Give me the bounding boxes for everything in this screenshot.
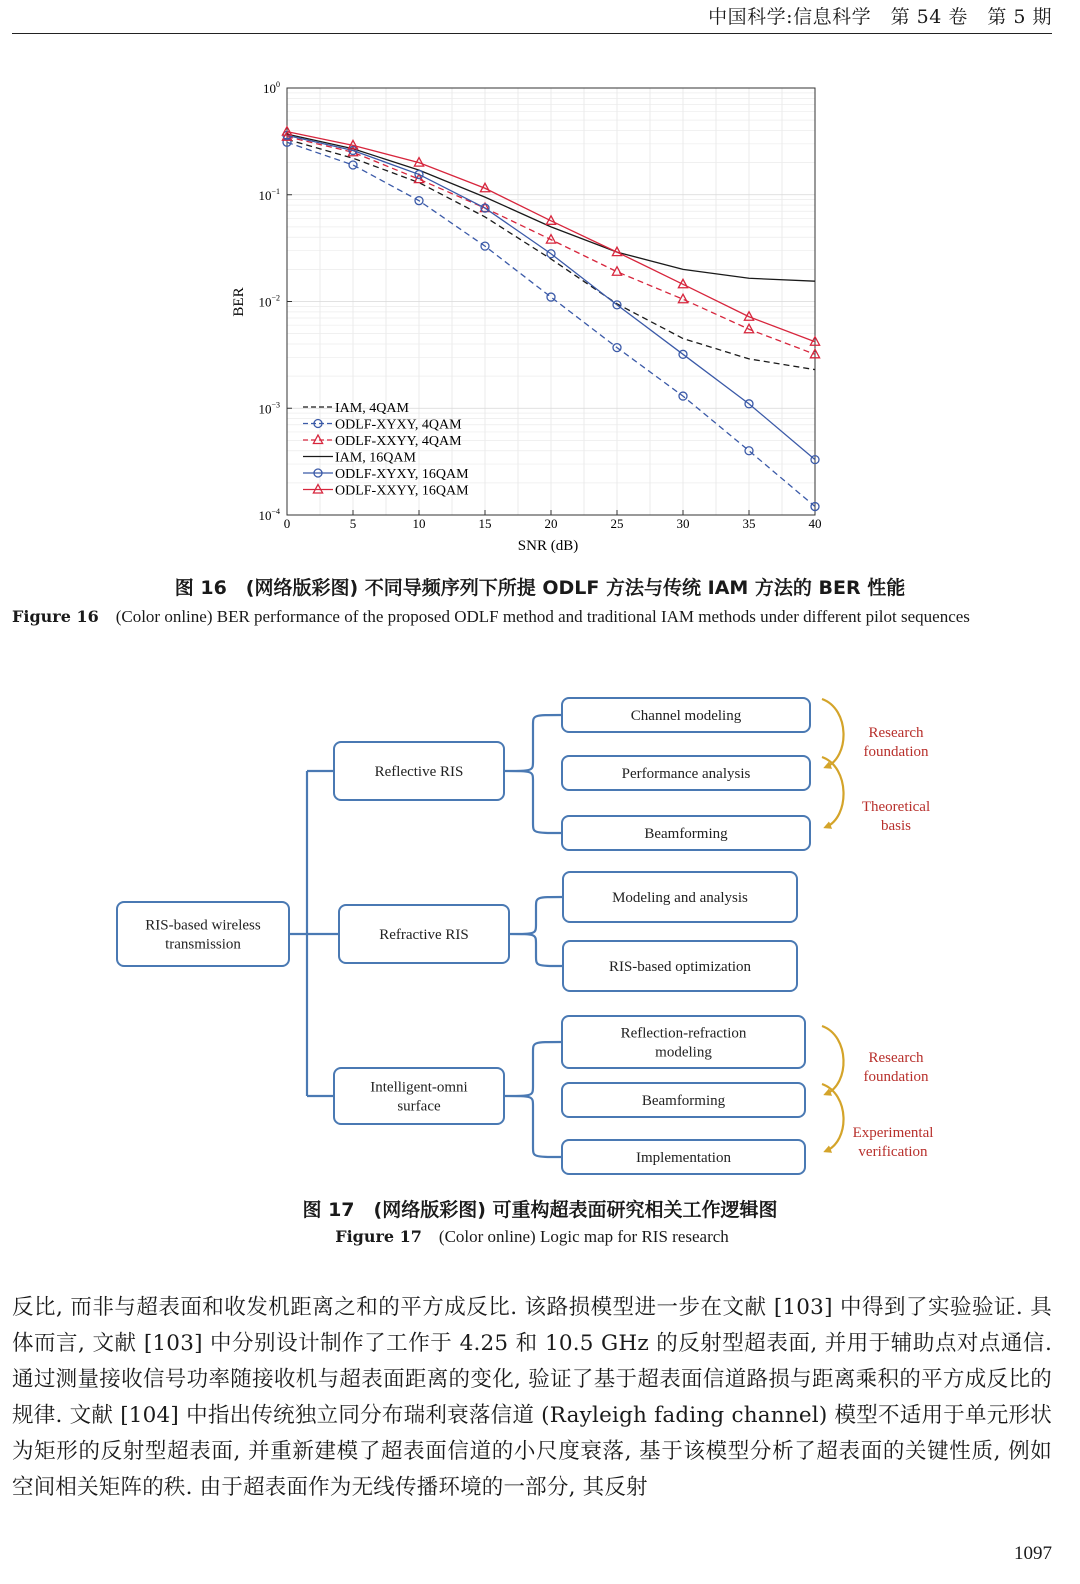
legend-label: ODLF-XYXY, 4QAM [335, 417, 462, 433]
branch-node-text: Refractive RIS [379, 927, 469, 943]
body-text: 反比, 而非与超表面和收发机距离之和的平方成反比. 该路损模型进一步在文献 [103] 中得到了实验验证. 具体而言, 文献 [103] 中分别设计制作了工作于 4.25 和 10.5 GHz 的反射型超表面, 并用于辅助点对点通信. 通过测量接收信号功率随接收机与超表面距离的变化, 验证了基于超表面信道路损与距离乘积的平方成反比的规律. 文献 [104] 中指出传统独立同分布瑞利衰落信道 (Rayleigh fading channel) 模型不适用于单元形状为矩形的反射型超表面, 并重新建模了超表面信道的小尺度衰落, 基于该模型分析了超表面的关键性质, 例如空间相关矩阵的秩. 由于超表面作为无线传播环境的一部分, 其反射 [12, 1295, 1052, 1500]
figure17-caption-zh: 图 17 (网络版彩图) 可重构超表面研究相关工作逻辑图 [302, 1199, 778, 1221]
branch-node [339, 905, 509, 963]
body-paragraph [12, 1290, 1052, 1506]
x-tick-label: 25 [610, 516, 624, 531]
x-tick-label: 40 [808, 516, 822, 531]
legend-label: IAM, 16QAM [335, 450, 416, 466]
legend-label: ODLF-XXYY, 4QAM [335, 434, 462, 449]
annotation-text: Theoretical [861, 799, 931, 815]
y-axis-label: BER [231, 287, 247, 317]
annotation-text: Research [868, 1050, 924, 1066]
y-tick-label: $10^{-4}$ [258, 507, 280, 523]
annotation-text: foundation [863, 1069, 929, 1085]
child-node-text: RIS-based optimization [608, 959, 752, 975]
y-tick-label: $10^0$ [263, 80, 280, 96]
figure16-caption-text: (Color online) BER performance of the proposed ODLF method and traditional IAM methods under different pilot sequences [115, 607, 970, 626]
legend-label: ODLF-XYXY, 16QAM [335, 467, 469, 482]
child-node [562, 816, 810, 850]
child-node [562, 1083, 805, 1117]
figure16-label: Figure 16 [12, 607, 99, 626]
annotations [822, 699, 933, 1160]
x-tick-label: 5 [349, 516, 357, 531]
child-node [563, 941, 797, 991]
child-node [563, 872, 797, 922]
x-tick-label: 35 [742, 516, 756, 531]
branch-brace [504, 1042, 562, 1157]
branch-node-text: Reflective RIS [374, 764, 464, 780]
child-node-text: Modeling and analysis [612, 890, 748, 906]
branch-node-frame [334, 1068, 504, 1124]
child-node-text: Beamforming [644, 826, 728, 842]
x-tick-label: 20 [544, 516, 558, 531]
root-node [117, 902, 289, 966]
y-tick-label: $10^{-3}$ [258, 400, 280, 417]
child-node-text: Reflection-refraction [620, 1025, 747, 1042]
branch-node [334, 742, 504, 800]
child-node [562, 756, 810, 790]
annotation-text: foundation [863, 744, 929, 760]
annotation-text: Research [868, 725, 924, 741]
child-node [562, 1016, 805, 1068]
child-node-text: Implementation [636, 1150, 731, 1166]
root-node-text: RIS-based wireless [145, 917, 261, 934]
child-node-text: Channel modeling [630, 708, 742, 724]
y-tick-label: $10^{-2}$ [258, 293, 280, 310]
x-tick-label: 15 [478, 516, 492, 531]
child-node [562, 698, 810, 732]
child-node [562, 1140, 805, 1174]
legend-label: IAM, 4QAM [335, 401, 409, 416]
root-node-frame [117, 902, 289, 966]
y-tick-label: $10^{-1}$ [258, 186, 280, 203]
x-tick-label: 10 [412, 516, 426, 531]
legend-label: ODLF-XXYY, 16QAM [335, 483, 469, 499]
annotation-text: verification [858, 1144, 928, 1160]
branch-node-text: Intelligent-omni [370, 1079, 468, 1096]
figure17-caption-en [12, 1225, 1052, 1248]
x-axis-label: SNR (dB) [517, 538, 579, 554]
figure17-caption-text: (Color online) Logic map for RIS research [438, 1227, 729, 1246]
figure16-caption-zh: 图 16 (网络版彩图) 不同导频序列下所提 ODLF 方法与传统 IAM 方法的 BER 性能 [174, 577, 906, 599]
branch-node-text: surface [397, 1098, 441, 1115]
x-tick-label: 0 [283, 516, 291, 531]
branch-brace [504, 715, 562, 833]
annotation-arrow [822, 699, 844, 767]
tree-boxes [117, 698, 810, 1174]
annotation-arrow [822, 1026, 844, 1094]
annotation-arrow [822, 1084, 844, 1151]
branch-brace [509, 897, 563, 966]
running-head: 中国科学:信息科学 第 54 卷 第 5 期 [708, 6, 1052, 28]
figure17-label: Figure 17 [335, 1227, 422, 1246]
root-node-text: transmission [165, 936, 241, 953]
branch-node [334, 1068, 504, 1124]
annotation-text: basis [881, 818, 911, 834]
child-node-text: modeling [655, 1044, 712, 1061]
child-node-text: Performance analysis [621, 766, 751, 782]
page-number: 1097 [1014, 1543, 1052, 1564]
child-node-text: Beamforming [641, 1093, 726, 1109]
annotation-arrow [822, 757, 844, 827]
x-tick-label: 30 [676, 516, 690, 531]
annotation-text: Experimental [852, 1125, 934, 1141]
